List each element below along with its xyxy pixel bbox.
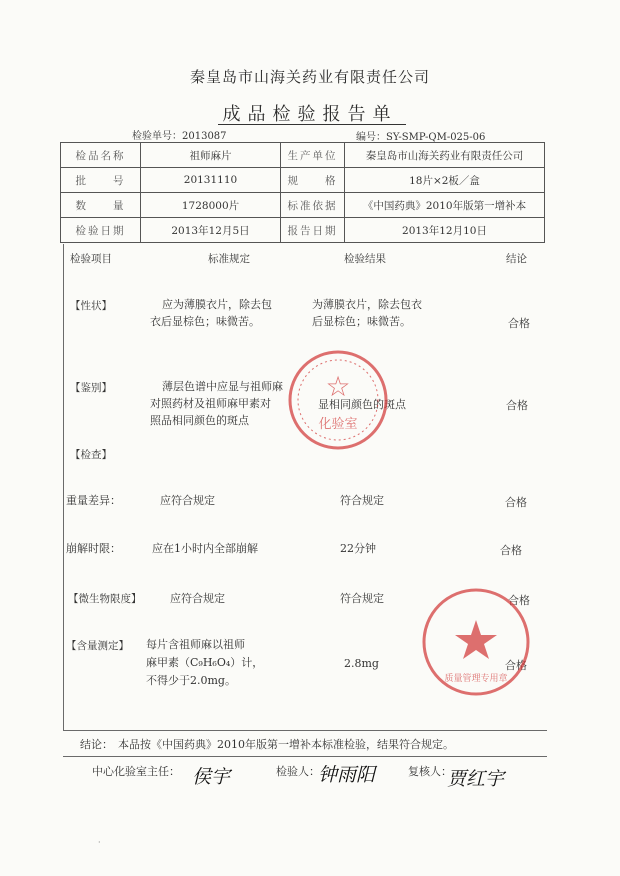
inspection-date-value: 2013年12月5日 <box>141 218 281 243</box>
column-header-result: 检验结果 <box>344 253 386 265</box>
results-left-border <box>63 244 64 730</box>
inspector-signature: 钟雨阳 <box>318 764 376 786</box>
lab-director-signature: 侯宇 <box>192 766 231 788</box>
standard-basis-label: 标准依据 <box>281 193 345 218</box>
lab-stamp-text: 化验室 <box>318 417 358 432</box>
identification-standard-line: 薄层色谱中应显与祖师麻 <box>162 380 283 393</box>
lab-stamp-mark: ☆ <box>325 370 351 403</box>
check-section-label: 【检查】 <box>70 449 112 461</box>
appearance-label: 【性状】 <box>70 300 112 312</box>
appearance-standard-line: 应为薄膜衣片，除去包 <box>162 298 272 311</box>
assay-result: 2.8mg <box>344 657 379 670</box>
quantity-value: 1728000片 <box>141 193 281 218</box>
appearance-conclusion: 合格 <box>508 317 530 330</box>
spec-value: 18片×2板／盒 <box>345 168 545 193</box>
column-header-conclusion: 结论 <box>506 253 527 265</box>
column-header-item: 检验项目 <box>70 253 112 265</box>
table-row <box>61 193 545 218</box>
weight-variation-conclusion: 合格 <box>505 496 527 509</box>
lab-stamp <box>286 348 390 452</box>
qa-stamp <box>420 586 532 698</box>
disintegration-conclusion: 合格 <box>500 544 522 557</box>
inspector-label: 检验人： <box>276 765 320 778</box>
microbial-limit-label: 【微生物限度】 <box>68 593 142 605</box>
appearance-result-line: 后显棕色；味微苦。 <box>312 315 411 328</box>
document-number: 编号：SY-SMP-QM-025-06 <box>356 132 486 143</box>
table-row <box>61 143 545 168</box>
product-name-label: 检品名称 <box>61 143 141 168</box>
spec-label: 规 格 <box>281 168 345 193</box>
microbial-limit-result: 符合规定 <box>340 592 384 605</box>
reviewer-signature: 贾红宇 <box>447 768 505 790</box>
reviewer-label: 复核人： <box>408 765 452 778</box>
product-info-table <box>60 142 545 243</box>
product-name-value: 祖师麻片 <box>141 143 281 168</box>
appearance-result-line: 为薄膜衣片，除去包衣 <box>312 298 422 311</box>
identification-conclusion: 合格 <box>506 399 528 412</box>
inspection-date-label: 检验日期 <box>61 218 141 243</box>
disintegration-result: 22分钟 <box>340 542 376 555</box>
table-row <box>61 218 545 243</box>
assay-label: 【含量测定】 <box>66 640 129 652</box>
company-name: 秦皇岛市山海关药业有限责任公司 <box>189 68 430 86</box>
title-underline <box>218 124 406 125</box>
manufacturer-label: 生产单位 <box>281 143 345 168</box>
weight-variation-standard: 应符合规定 <box>160 494 215 507</box>
quantity-label: 数 量 <box>61 193 141 218</box>
footer-divider <box>63 730 547 731</box>
disintegration-standard: 应在1小时内全部崩解 <box>152 542 258 555</box>
report-date-value: 2013年12月10日 <box>345 218 545 243</box>
qa-stamp-text: 质量管理专用章 <box>444 674 508 684</box>
conclusion-text: 本品按《中国药典》2010年版第一增补本标准检验，结果符合规定。 <box>118 738 454 751</box>
appearance-standard-line: 衣后显棕色；味微苦。 <box>150 315 260 328</box>
report-date-label: 报告日期 <box>281 218 345 243</box>
footer-divider <box>63 756 547 757</box>
identification-result: 显相同颜色的斑点 <box>318 398 406 411</box>
inspection-number: 检验单号：2013087 <box>132 131 227 142</box>
standard-basis-value: 《中国药典》2010年版第一增补本 <box>345 193 545 218</box>
microbial-limit-standard: 应符合规定 <box>170 592 225 605</box>
lab-director-label: 中心化验室主任： <box>92 765 180 778</box>
weight-variation-label: 重量差异： <box>66 494 121 507</box>
table-row <box>61 168 545 193</box>
identification-label: 【鉴别】 <box>70 382 112 394</box>
assay-conclusion: 合格 <box>505 659 527 672</box>
conclusion-label: 结论： <box>80 738 113 751</box>
column-header-standard: 标准规定 <box>208 253 250 265</box>
identification-standard-line: 照品相同颜色的斑点 <box>150 414 249 427</box>
qa-stamp-star <box>455 620 497 659</box>
disintegration-label: 崩解时限： <box>66 542 121 555</box>
identification-standard-line: 对照药材及祖师麻甲素对 <box>150 397 271 410</box>
assay-standard-line: 每片含祖师麻以祖师 <box>146 638 245 651</box>
scan-mark: · <box>98 838 101 847</box>
manufacturer-value: 秦皇岛市山海关药业有限责任公司 <box>345 143 545 168</box>
batch-label: 批 号 <box>61 168 141 193</box>
weight-variation-result: 符合规定 <box>340 494 384 507</box>
assay-standard-line: 不得少于2.0mg。 <box>146 674 236 687</box>
batch-value: 20131110 <box>141 168 281 193</box>
page-title: 成品检验报告单 <box>222 104 398 125</box>
assay-standard-line: 麻甲素（C₉H₆O₄）计， <box>146 656 264 669</box>
microbial-limit-conclusion: 合格 <box>508 594 530 607</box>
